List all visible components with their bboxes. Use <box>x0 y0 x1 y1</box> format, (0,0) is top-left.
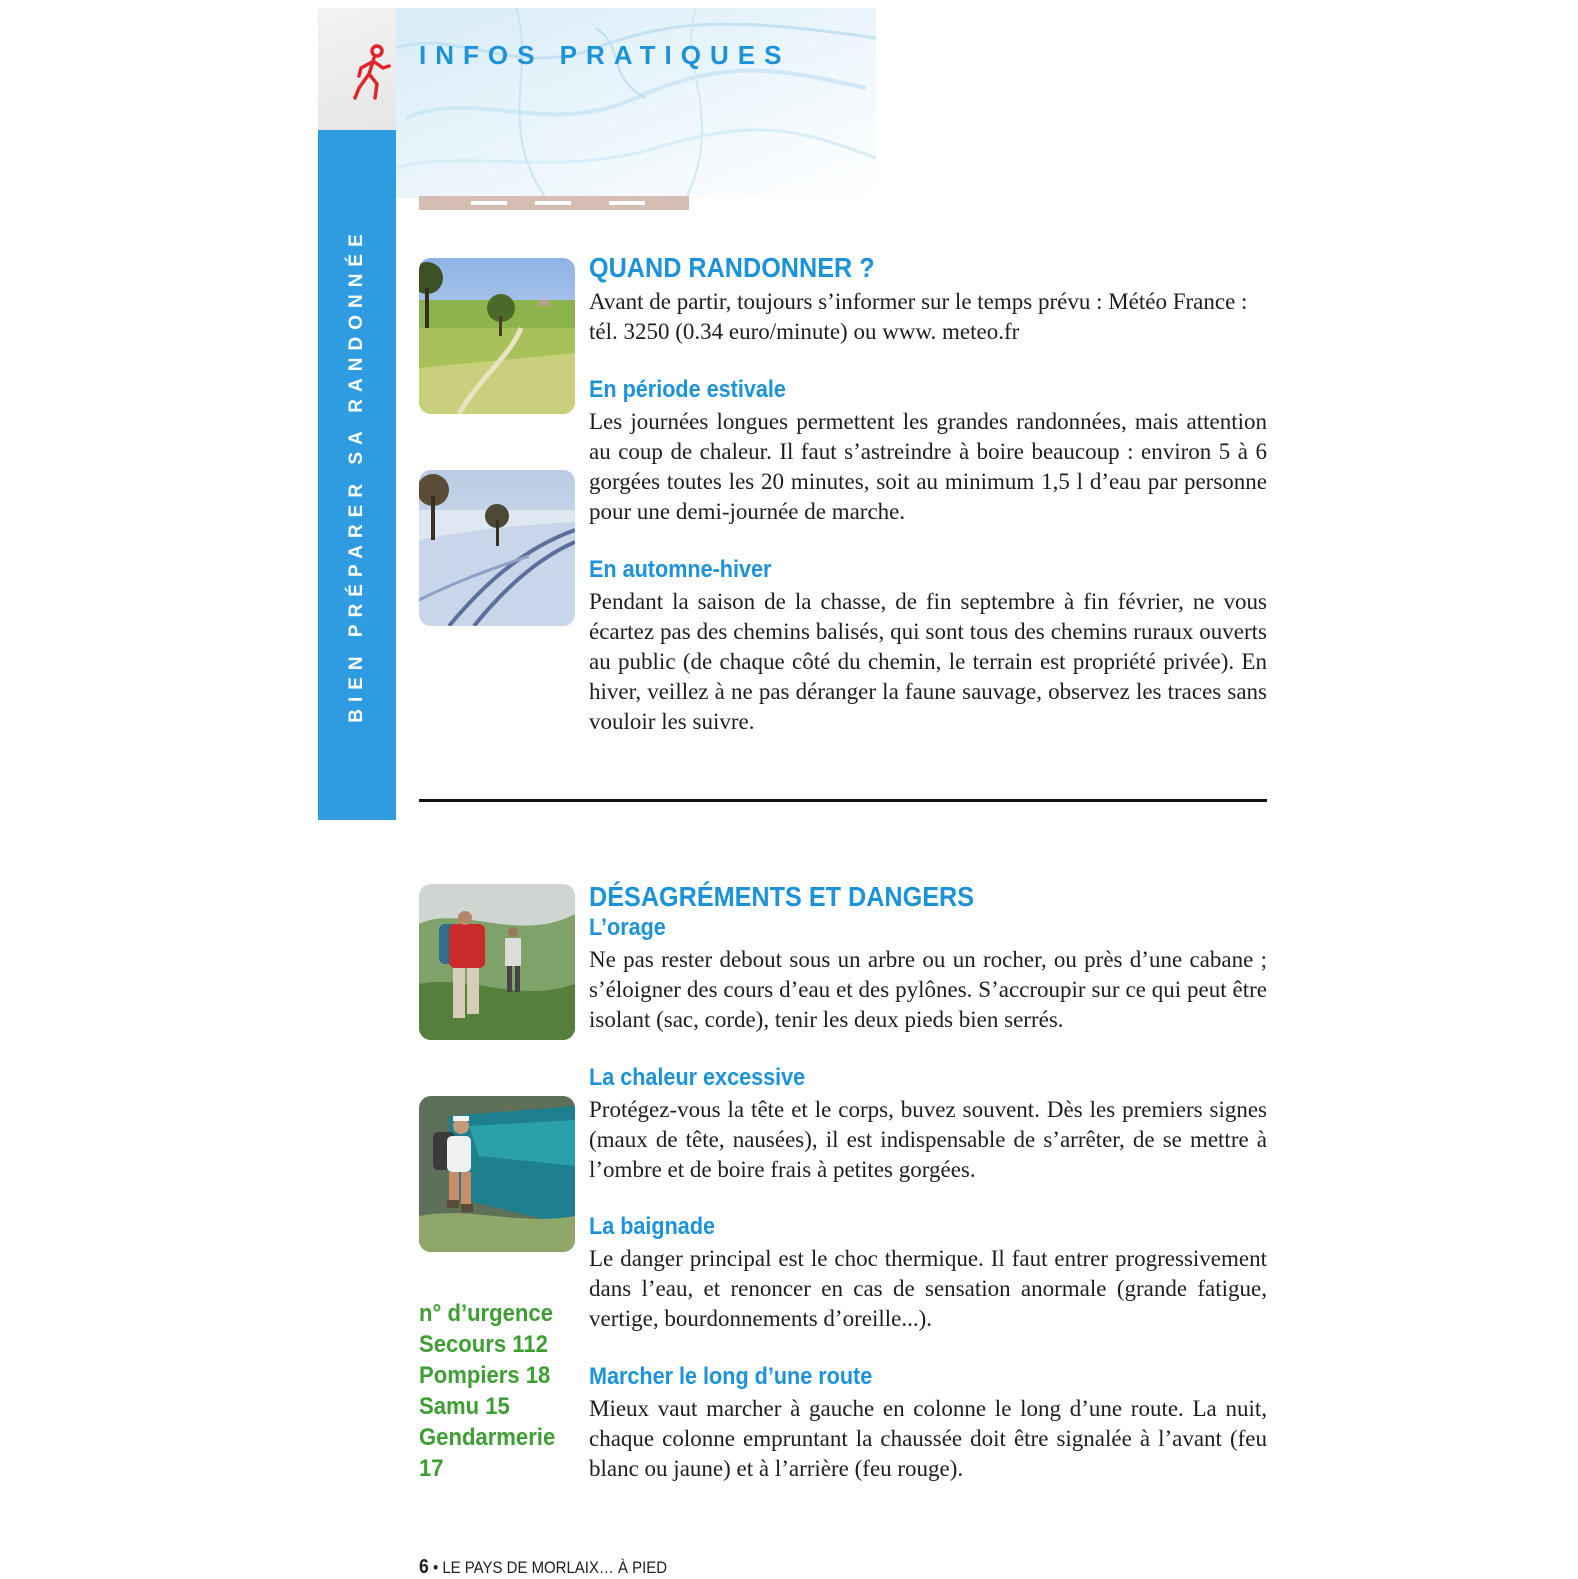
emergency-line: Samu 15 <box>419 1393 510 1420</box>
page-number: 6 <box>419 1556 429 1578</box>
emergency-heading: n° d’urgence <box>419 1300 553 1327</box>
when-title: QUAND RANDONNER ? <box>589 252 875 283</box>
road-text: Mieux vaut marcher à gauche en colonne le long d’une route. La nuit, chaque colonne empruntant la chaussée doit être signalée à l’avant (feu blanc ou jaune) et à l’arrière (feu rouge). <box>589 1396 1267 1481</box>
swim-text: Le danger principal est le choc thermique. Il faut entrer progressivement dans l’eau, et renoncer en cas de sensation anormale (grande fatigue, vertige, bourdonnements d’oreille...). <box>589 1246 1267 1331</box>
dangers-title: DÉSAGRÉMENTS ET DANGERS <box>589 881 975 912</box>
when-intro: Avant de partir, toujours s’informer sur le temps prévu : Météo France : tél. 3250 (0.34 euro/minute) ou www. meteo.fr <box>589 289 1248 344</box>
heat-title: La chaleur excessive <box>589 1064 806 1091</box>
page-footer <box>419 1556 667 1579</box>
photo-hikers-mountain <box>419 884 575 1040</box>
photo-hiker-lake <box>419 1096 575 1252</box>
winter-text: Pendant la saison de la chasse, de fin septembre à fin février, ne vous écartez pas des chemins balisés, qui sont tous des chemins ruraux ouverts au public (de chaque côté du chemin, le terrain est propriété privée). En hiver, veillez à ne pas déranger la faune sauvage, observez les traces sans vouloir les suivre. <box>589 589 1267 734</box>
heat-text: Protégez-vous la tête et le corps, buvez souvent. Dès les premiers signes (maux de tête, nausées), il est indispensable de s’arrêter, de se mettre à l’ombre et de boire frais à petites gorgées. <box>589 1097 1267 1182</box>
road-title: Marcher le long d’une route <box>589 1363 873 1390</box>
section-title: INFOS PRATIQUES <box>419 40 791 70</box>
photo-winter-path <box>419 470 575 626</box>
photo-summer-field <box>419 258 575 414</box>
section-divider <box>419 799 1267 802</box>
emergency-line: Gendarmerie <box>419 1424 556 1451</box>
emergency-line: Pompiers 18 <box>419 1362 551 1389</box>
summer-text: Les journées longues permettent les grandes randonnées, mais attention au coup de chaleur. Il faut s’astreindre à boire beaucoup : environ 5 à 6 gorgées toutes les 20 minutes, soit au minimum 1,5 l d’eau par personne pour une demi-journée de marche. <box>589 409 1267 524</box>
side-band <box>318 130 396 820</box>
hiker-icon <box>351 44 395 102</box>
emergency-numbers <box>419 1298 555 1484</box>
swim-title: La baignade <box>589 1213 716 1240</box>
winter-title: En automne-hiver <box>589 556 772 583</box>
title-underline-rule <box>419 196 689 210</box>
emergency-line: 17 <box>419 1455 444 1482</box>
storm-text: Ne pas rester debout sous un arbre ou un rocher, ou près d’une cabane ; s’éloigner des cours d’eau et des pylônes. S’accroupir sur ce qui peut être isolant (sac, corde), tenir les deux pieds bien serrés. <box>589 947 1267 1032</box>
footer-title: • LE PAYS DE MORLAIX… À PIED <box>428 1558 668 1577</box>
side-band-label: BIEN PRÉPARER SA RANDONNÉE <box>346 227 367 723</box>
summer-title: En période estivale <box>589 376 786 403</box>
storm-title: L’orage <box>589 914 666 941</box>
emergency-line: Secours 112 <box>419 1331 548 1358</box>
water-texture-decoration <box>396 8 876 198</box>
